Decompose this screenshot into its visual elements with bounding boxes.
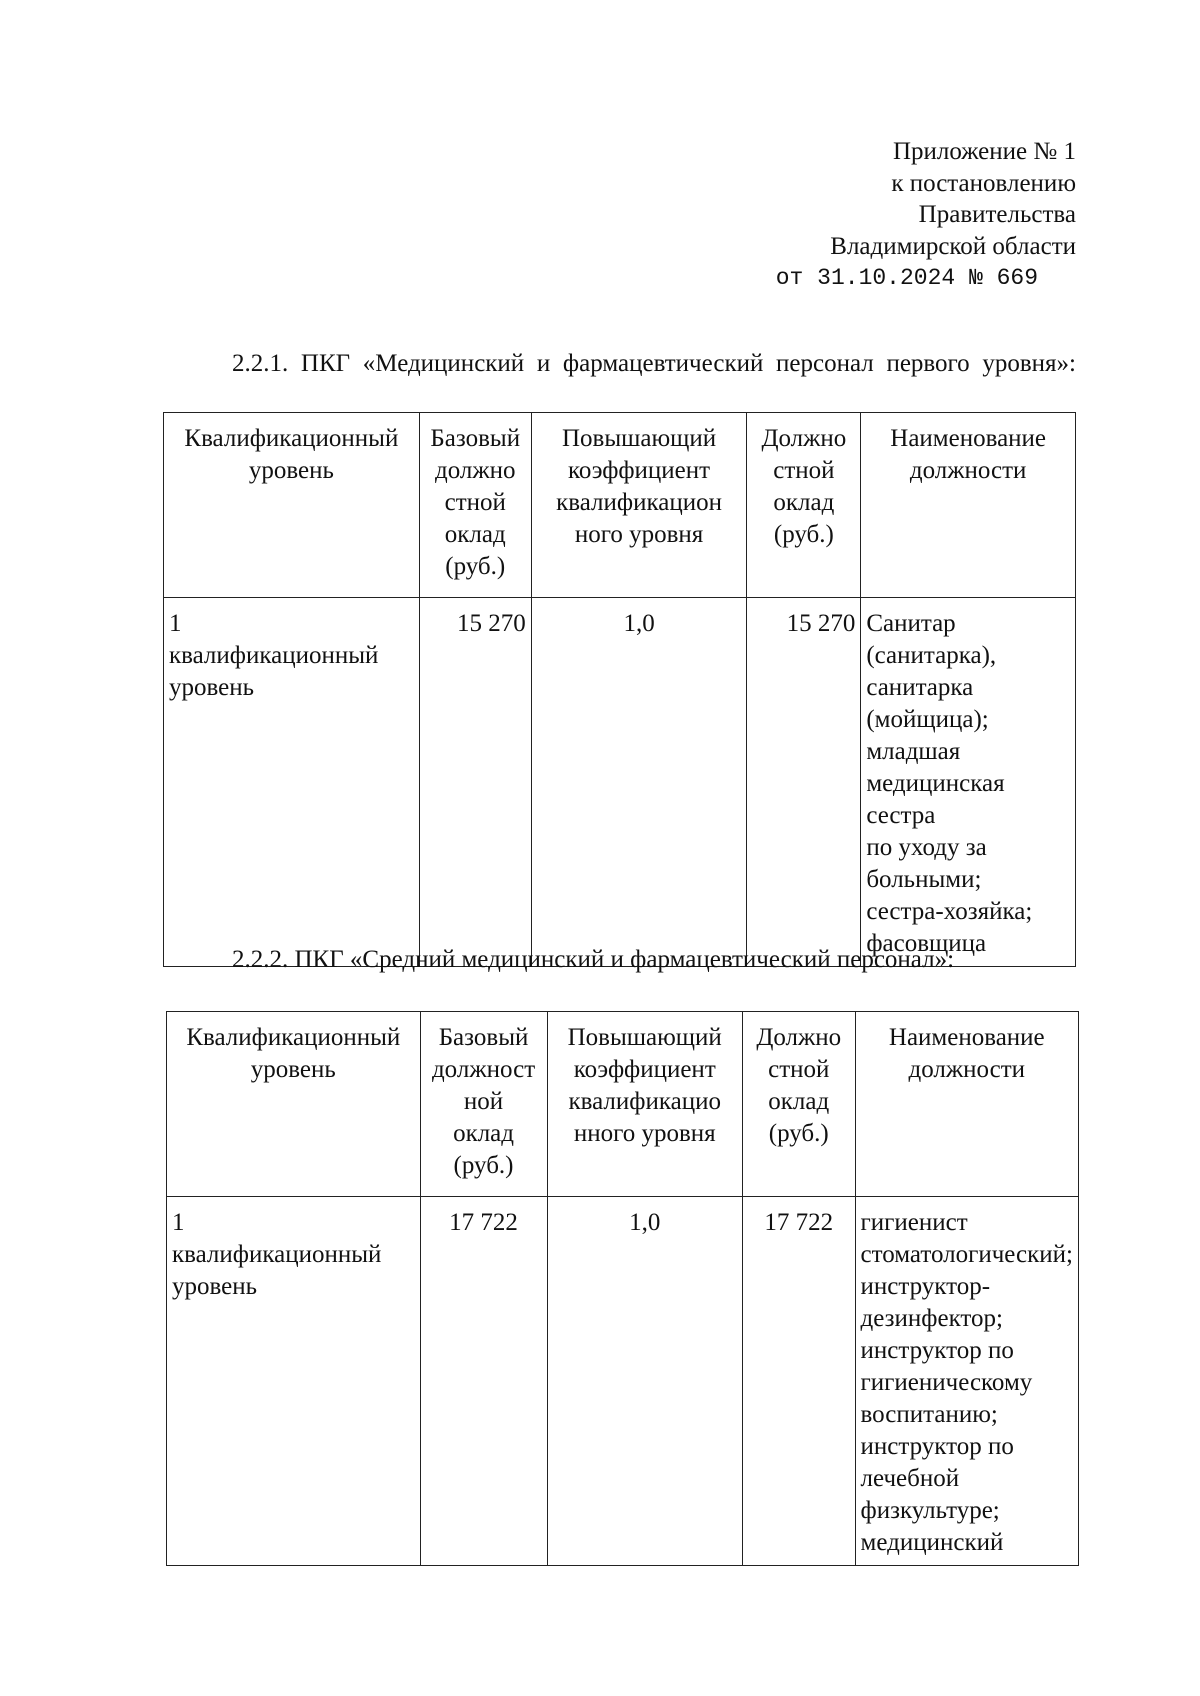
cell-salary: 15 270 <box>747 598 861 967</box>
section-1-title: 2.2.1. ПКГ «Медицинский и фармацевтический персонал первого уровня»: <box>232 350 1076 377</box>
cell-qualification-level: 1 квалификационный уровень <box>167 1197 421 1566</box>
table-header-row <box>167 1012 1079 1197</box>
cell-position-names: гигиенист стоматологический; инструктор- дезинфектор; инструктор по гигиеническому воспитанию; инструктор по лечебной физкультуре; медицинский <box>855 1197 1078 1566</box>
cell-base-salary: 17 722 <box>420 1197 547 1566</box>
annex-to-resolution: к постановлению <box>891 169 1076 197</box>
annex-date-number: от 31.10.2024 № 669 <box>775 265 1038 291</box>
header-qualification-level: Квалификационный уровень <box>167 1012 421 1197</box>
cell-salary: 17 722 <box>742 1197 855 1566</box>
salary-table-1 <box>163 412 1076 967</box>
annex-number: Приложение № 1 <box>892 138 1076 165</box>
header-coefficient: Повышающий коэффициент квалификацион ного уровня <box>531 413 747 598</box>
annex-government: Правительства <box>918 201 1076 228</box>
header-position-name: Наименование должности <box>861 413 1076 598</box>
header-qualification-level: Квалификационный уровень <box>164 413 420 598</box>
cell-qualification-level: 1 квалификационный уровень <box>164 598 420 967</box>
cell-base-salary: 15 270 <box>419 598 531 967</box>
header-salary: Должно стной оклад (руб.) <box>747 413 861 598</box>
header-position-name: Наименование должности <box>855 1012 1078 1197</box>
table-row <box>164 598 1076 967</box>
header-salary: Должно стной оклад (руб.) <box>742 1012 855 1197</box>
header-base-salary: Базовый должност ной оклад (руб.) <box>420 1012 547 1197</box>
salary-table-2 <box>166 1011 1079 1566</box>
annex-header <box>776 136 1076 294</box>
header-base-salary: Базовый должно стной оклад (руб.) <box>419 413 531 598</box>
table-row <box>167 1197 1079 1566</box>
section-2-title: 2.2.2. ПКГ «Средний медицинский и фармацевтический персонал»: <box>232 946 955 973</box>
cell-position-names: Санитар (санитарка), санитарка (мойщица); младшая медицинская сестра по уходу за больными; сестра-хозяйка; фасовщица <box>861 598 1076 967</box>
header-coefficient: Повышающий коэффициент квалификацио нного уровня <box>547 1012 742 1197</box>
cell-coefficient: 1,0 <box>547 1197 742 1566</box>
cell-coefficient: 1,0 <box>531 598 747 967</box>
table-header-row <box>164 413 1076 598</box>
annex-region: Владимирской области <box>830 232 1076 260</box>
